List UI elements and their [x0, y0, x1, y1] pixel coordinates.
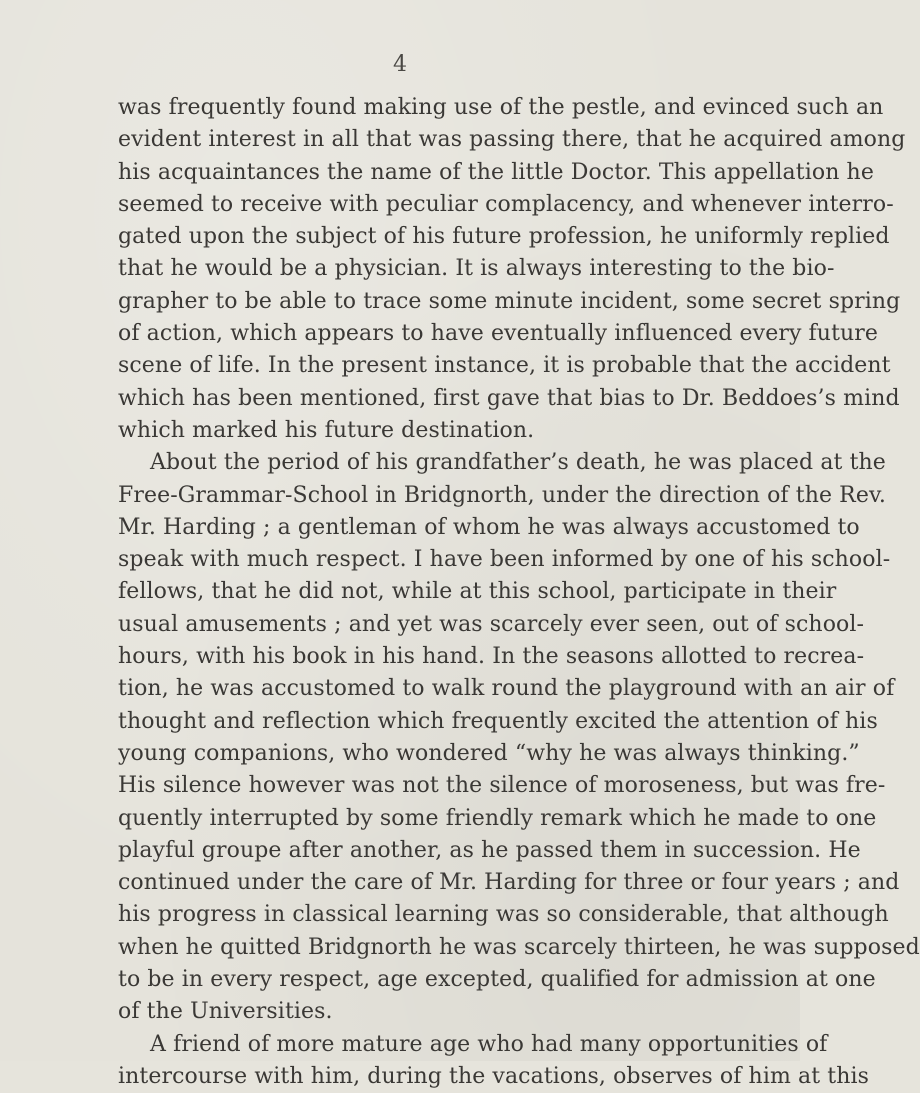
text-line: intercourse with him, during the vacations, observes of him at this [118, 1063, 869, 1089]
body-text [118, 92, 920, 1093]
text-line: About the period of his grandfather’s death, he was placed at the [150, 450, 886, 476]
text-line: Free-Grammar-School in Bridgnorth, under the direction of the Rev. [118, 482, 886, 508]
page-number: 4 [393, 52, 407, 77]
text-line: which has been mentioned, first gave that bias to Dr. Beddoes’s mind [118, 385, 900, 411]
text-line: seemed to receive with peculiar complacency, and whenever interro- [118, 191, 894, 217]
text-line: of the Universities. [118, 999, 333, 1025]
text-line: usual amusements ; and yet was scarcely ever seen, out of school- [118, 611, 865, 637]
text-line: A friend of more mature age who had many opportunities of [150, 1031, 828, 1057]
text-line: grapher to be able to trace some minute incident, some secret spring [118, 288, 901, 314]
text-line: tion, he was accustomed to walk round the playground with an air of [118, 676, 895, 702]
text-line: was frequently found making use of the pestle, and evinced such an [118, 95, 884, 120]
text-line: when he quitted Bridgnorth he was scarcely thirteen, he was supposed [118, 934, 920, 960]
text-line: to be in every respect, age excepted, qualified for admission at one [118, 967, 876, 993]
text-line: young companions, who wondered “why he was always thinking.” [118, 740, 860, 766]
text-line: His silence however was not the silence of moroseness, but was fre- [118, 773, 886, 799]
text-line: of action, which appears to have eventually influenced every future [118, 321, 879, 347]
text-line: his progress in classical learning was so considerable, that although [118, 902, 889, 928]
text-line: which marked his future destination. [118, 417, 535, 443]
text-line: quently interrupted by some friendly remark which he made to one [118, 805, 877, 831]
text-line: fellows, that he did not, while at this school, participate in their [118, 579, 837, 605]
text-line: that he would be a physician. It is always interesting to the bio- [118, 256, 835, 282]
text-line: thought and reflection which frequently excited the attention of his [118, 708, 878, 734]
text-line: hours, with his book in his hand. In the seasons allotted to recrea- [118, 644, 865, 670]
text-line: Mr. Harding ; a gentleman of whom he was always accustomed to [118, 514, 860, 540]
text-line: his acquaintances the name of the little Doctor. This appellation he [118, 159, 874, 185]
text-line: continued under the care of Mr. Harding for three or four years ; and [118, 870, 900, 896]
text-line: scene of life. In the present instance, it is probable that the accident [118, 353, 891, 379]
text-line: speak with much respect. I have been informed by one of his school- [118, 547, 891, 573]
text-line: gated upon the subject of his future profession, he uniformly replied [118, 224, 890, 250]
text-line: evident interest in all that was passing there, that he acquired among [118, 127, 906, 153]
text-line: playful groupe after another, as he passed them in succession. He [118, 837, 861, 863]
